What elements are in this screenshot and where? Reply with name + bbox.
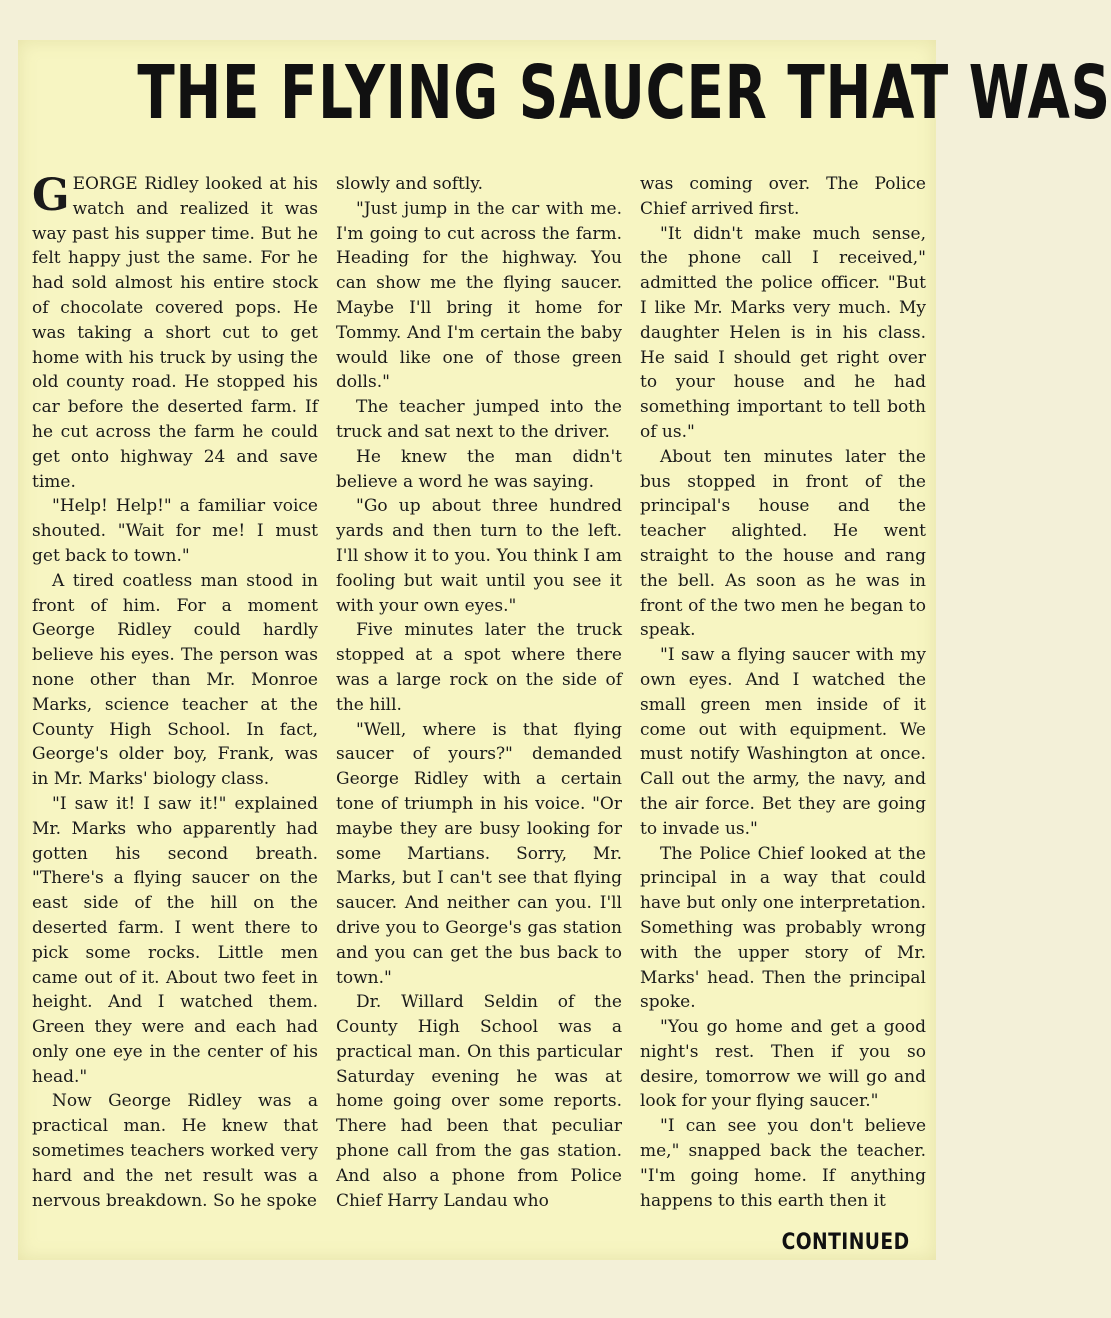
story-page [18, 40, 1111, 1260]
drop-cap: G [32, 170, 70, 221]
paragraph: slowly and softly. [336, 174, 484, 194]
paragraph-text: EORGE Ridley looked at his watch and realized it was way past his supper time. But he felt happy just the same. For he had sold almost his entire stock of chocolate covered pops. He was taking a short cut to get home with his truck by using the old county road. He stopped his car before the deserted farm. If he cut across the farm he could get onto highway 24 and save time. [32, 174, 318, 492]
paragraph: "You go home and get a good night's rest. Then if you so desire, tomorrow we will go and look for your flying saucer." [640, 1017, 926, 1112]
paragraph: "Just jump in the car with me. I'm going to cut across the farm. Heading for the highway. You can show me the flying saucer. Maybe I'll bring it home for Tommy. And I'm certain the baby would like one of those green dolls." [336, 198, 622, 393]
paragraph: Dr. Willard Seldin of the County High School was a practical man. On this particular Saturday evening he was at home going over some reports. There had been that peculiar phone call from the gas station. And also a phone from Police Chief Harry Landau who [336, 992, 622, 1211]
paragraph: "I saw it! I saw it!" explained Mr. Marks who apparently had gotten his second breath. "There's a flying saucer on the east side of the hill on the deserted farm. I went there to pick some rocks. Little men came out of it. About two feet in height. And I watched them. Green they were and each had only one eye in the center of his head." [32, 793, 318, 1087]
paragraph: The teacher jumped into the truck and sat next to the driver. [336, 397, 622, 442]
column-3 [640, 172, 926, 1213]
paragraph: "Go up about three hundred yards and then turn to the left. I'll show it to you. You think I am fooling but wait until you see it with your own eyes." [336, 496, 622, 616]
paragraph: "Well, where is that flying saucer of yours?" demanded George Ridley with a certain tone of triumph in his voice. "Or maybe they are busy looking for some Martians. Sorry, Mr. Marks, but I can't see that flying saucer. And neither can you. I'll drive you to George's gas station and you can get the bus back to town." [336, 719, 622, 988]
paragraph: "I can see you don't believe me," snapped back the teacher. "I'm going home. If anything happens to this earth then it [640, 1116, 926, 1211]
paragraph [32, 172, 318, 494]
paragraph: "It didn't make much sense, the phone call I received," admitted the police officer. "But I like Mr. Marks very much. My daughter Helen is in his class. He said I should get right over to your house and he had something important to tell both of us." [640, 223, 926, 442]
story-columns [32, 172, 924, 1222]
paragraph: A tired coatless man stood in front of him. For a moment George Ridley could hardly believe his eyes. The person was none other than Mr. Monroe Marks, science teacher at the County High School. In fact, George's older boy, Frank, was in Mr. Marks' biology class. [32, 570, 318, 790]
paragraph: About ten minutes later the bus stopped in front of the principal's house and the teacher alighted. He went straight to the house and rang the bell. As soon as he was in front of the two men he began to speak. [640, 446, 926, 641]
paragraph: Now George Ridley was a practical man. He knew that sometimes teachers worked very hard and the net result was a nervous breakdown. So he spoke [32, 1091, 318, 1211]
paragraph: "I saw a flying saucer with my own eyes. And I watched the small green men inside of it come out with equipment. We must notify Washington at once. Call out the army, the navy, and the air force. Bet they are going to invade us." [640, 645, 926, 839]
story-title: THE FLYING SAUCER THAT WAS [137, 50, 1111, 136]
paragraph: Five minutes later the truck stopped at a spot where there was a large rock on the side of the hill. [336, 620, 622, 715]
paragraph: He knew the man didn't believe a word he was saying. [336, 446, 622, 492]
column-2 [336, 172, 622, 1213]
continued-label: CONTINUED [782, 1230, 910, 1255]
column-1 [32, 172, 318, 1213]
paragraph: The Police Chief looked at the principal in a way that could have but only one interpretation. Something was probably wrong with the upper story of Mr. Marks' head. Then the principal spoke. [640, 843, 926, 1013]
paragraph: was coming over. The Police Chief arrived first. [640, 174, 926, 219]
paragraph: "Help! Help!" a familiar voice shouted. "Wait for me! I must get back to town." [32, 496, 318, 566]
